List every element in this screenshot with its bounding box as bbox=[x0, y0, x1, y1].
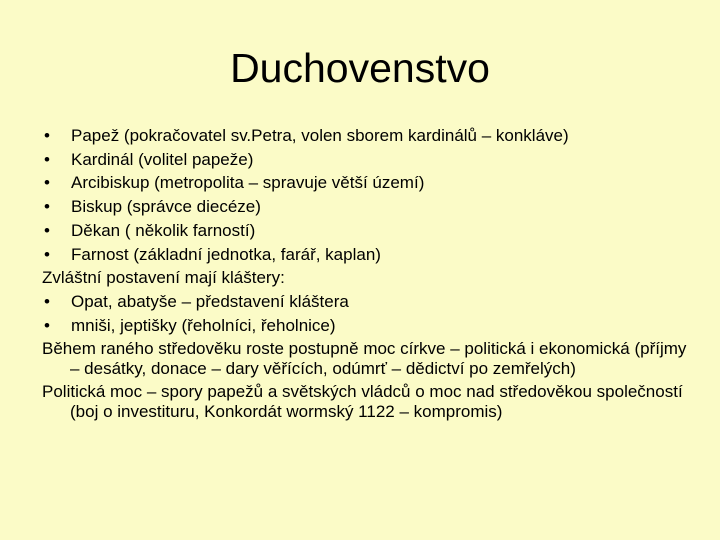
list-item bbox=[42, 245, 692, 264]
slide-content bbox=[42, 126, 692, 426]
list-item bbox=[42, 150, 692, 169]
paragraph: Během raného středověku roste postupně moc církve – politická i ekonomická (příjmy – desátky, donace – dary věřících, odúmrť – dědictví po zemřelých) bbox=[42, 339, 687, 378]
list-item-text: Děkan ( několik farností) bbox=[71, 220, 256, 240]
bullet-marker: • bbox=[44, 291, 50, 311]
paragraph: Zvláštní postavení mají kláštery: bbox=[42, 268, 285, 288]
list-item bbox=[42, 197, 692, 216]
list-item bbox=[42, 221, 692, 240]
bullet-marker: • bbox=[44, 244, 50, 264]
list-item bbox=[42, 316, 692, 335]
list-item-text: Opat, abatyše – představení kláštera bbox=[71, 291, 349, 311]
list-item-text: Biskup (správce diecéze) bbox=[71, 197, 261, 217]
list-item bbox=[42, 173, 692, 192]
list-item-text: mniši, jeptišky (řeholníci, řeholnice) bbox=[71, 315, 336, 335]
slide-title: Duchovenstvo bbox=[230, 45, 490, 91]
bullet-marker: • bbox=[44, 126, 50, 145]
list-item-text: Arcibiskup (metropolita – spravuje větší území) bbox=[71, 173, 425, 193]
list-item-text: Kardinál (volitel papeže) bbox=[71, 149, 254, 169]
bullet-marker: • bbox=[44, 173, 50, 193]
bullet-marker: • bbox=[44, 197, 50, 217]
paragraph: Politická moc – spory papežů a světských vládců o moc nad středověkou společností (boj o investituru, Konkordát wormský 1122 – kompromis) bbox=[42, 382, 683, 421]
bullet-marker: • bbox=[44, 315, 50, 335]
list-item bbox=[42, 126, 692, 145]
list-item bbox=[42, 292, 692, 311]
bullet-marker: • bbox=[44, 149, 50, 169]
bullet-marker: • bbox=[44, 220, 50, 240]
list-item-text: Papež (pokračovatel sv.Petra, volen sborem kardinálů – konkláve) bbox=[71, 126, 569, 145]
list-item-text: Farnost (základní jednotka, farář, kaplan) bbox=[71, 244, 381, 264]
